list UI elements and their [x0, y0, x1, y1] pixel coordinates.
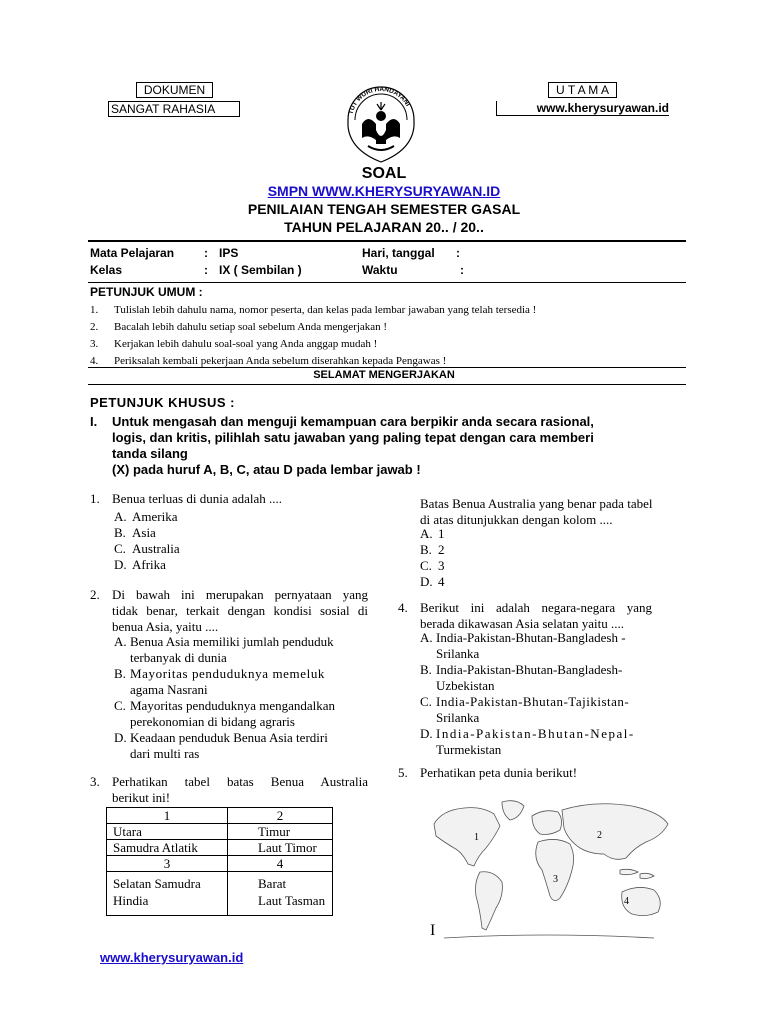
page-title: SOAL	[361, 165, 407, 182]
option[interactable]: A. 1	[420, 526, 445, 541]
option[interactable]: A. India-Pakistan-Bhutan-Bangladesh - Srilanka	[420, 630, 626, 661]
list-item: 3. Kerjakan lebih dahulu soal-soal yang Anda anggap mudah !	[90, 338, 378, 350]
general-heading: PETUNJUK UMUM :	[90, 285, 203, 299]
option[interactable]: B. India-Pakistan-Bhutan-Bangladesh- Uzbekistan	[420, 662, 623, 693]
table-cell: Selatan Samudra Hindia	[107, 872, 228, 916]
option[interactable]: C. India-Pakistan-Bhutan-Tajikistan- Srilanka	[420, 694, 630, 725]
option[interactable]: C. Mayoritas penduduknya mengandalkan perekonomian di bidang agraris	[114, 698, 336, 729]
day-sep: :	[456, 246, 460, 260]
option[interactable]: A. Benua Asia memiliki jumlah penduduk terbanyak di dunia	[114, 634, 334, 665]
table-cell: 3	[107, 856, 228, 872]
q3-num: 3.	[90, 774, 100, 789]
subject-sep: :	[204, 246, 208, 260]
divider	[88, 384, 686, 385]
subject-value: IPS	[219, 246, 239, 260]
main-label: U T A M A	[548, 82, 617, 98]
option[interactable]: D. 4	[420, 574, 445, 589]
table-cell: 1	[107, 808, 228, 824]
table-cell: Samudra Atlatik	[107, 840, 228, 856]
year-title: TAHUN PELAJARAN 20.. / 20..	[284, 219, 484, 235]
divider	[88, 367, 686, 368]
map-marker: I	[430, 922, 436, 939]
table-cell: 4	[228, 856, 333, 872]
footer-link[interactable]: www.kherysuryawan.id	[100, 950, 244, 965]
table-cell: 2	[228, 808, 333, 824]
q4-options	[420, 630, 670, 758]
list-item: 1. Tulislah lebih dahulu nama, nomor peserta, dan kelas pada lembar jawaban yang telah tersedia !	[90, 304, 537, 316]
subject-label: Mata Pelajaran	[90, 246, 175, 260]
tut-wuri-handayani-logo	[338, 80, 424, 166]
q3-options	[420, 526, 445, 590]
table-cell: Utara	[107, 824, 228, 840]
q3-stem: Perhatikan tabel batas Benua Australia berikut ini!	[112, 774, 368, 805]
time-sep: :	[460, 263, 464, 277]
special-instructions: Untuk mengasah dan menguji kemampuan cara berpikir anda secara rasional, logis, dan kritis, pilihlah satu jawaban yang paling tepat dengan cara memberi tanda silang (X) pada huruf A, B, C, atau D pada lembar jawab !	[112, 414, 594, 477]
school-link[interactable]: SMPN WWW.KHERYSURYAWAN.ID	[267, 183, 501, 199]
special-heading: PETUNJUK KHUSUS :	[90, 395, 236, 410]
option[interactable]: B. 2	[420, 542, 445, 557]
map-label: 3	[553, 874, 558, 885]
svg-text:TUT WURI HANDAYANI: TUT WURI HANDAYANI	[347, 85, 412, 116]
option[interactable]: D. India-Pakistan-Bhutan-Nepal- Turmekistan	[420, 726, 635, 757]
q1-options	[114, 509, 180, 573]
q3-continuation: Batas Benua Australia yang benar pada tabel di atas ditunjukkan dengan kolom ....	[420, 496, 653, 527]
table-cell: Timur	[228, 824, 333, 840]
divider	[88, 240, 686, 242]
option[interactable]: B. Asia	[114, 525, 156, 540]
greeting: SELAMAT MENGERJAKAN	[313, 369, 455, 381]
general-list	[90, 302, 536, 370]
option[interactable]: A. Amerika	[114, 509, 178, 524]
class-sep: :	[204, 263, 208, 277]
map-label: 2	[597, 830, 602, 841]
secret-label: SANGAT RAHASIA	[108, 101, 240, 117]
day-label: Hari, tanggal	[362, 246, 435, 260]
q5-num: 5.	[398, 765, 408, 780]
world-map	[424, 792, 674, 942]
doc-label: DOKUMEN	[136, 82, 213, 98]
table-cell: Laut Timor	[228, 840, 333, 856]
q2-stem: Di bawah ini merupakan pernyataan yang tidak benar, terkait dengan kondisi sosial di benua Asia, yaitu ....	[112, 587, 368, 634]
option[interactable]: D. Afrika	[114, 557, 166, 572]
header-website: www.kherysuryawan.id	[496, 101, 669, 116]
q2-num: 2.	[90, 587, 100, 602]
class-value: IX ( Sembilan )	[219, 263, 302, 277]
exam-title: PENILAIAN TENGAH SEMESTER GASAL	[247, 201, 521, 217]
map-label: 4	[624, 896, 629, 907]
list-item: 2. Bacalah lebih dahulu setiap soal sebelum Anda mengerjakan !	[90, 321, 388, 333]
list-item: 4. Periksalah kembali pekerjaan Anda sebelum diserahkan kepada Pengawas !	[90, 355, 447, 367]
option[interactable]: C. 3	[420, 558, 445, 573]
roman-numeral: I.	[90, 414, 98, 429]
q4-num: 4.	[398, 600, 408, 615]
option[interactable]: C. Australia	[114, 541, 180, 556]
q4-stem: Berikut ini adalah negara-negara yang berada dikawasan Asia selatan yaitu ....	[420, 600, 652, 631]
q2-options	[114, 634, 370, 762]
option[interactable]: D. Keadaan penduduk Benua Asia terdiri dari multi ras	[114, 730, 328, 761]
option[interactable]: B. Mayoritas penduduknya memeluk agama Nasrani	[114, 666, 326, 697]
australia-border-table	[106, 807, 333, 916]
time-label: Waktu	[362, 263, 398, 277]
q1-num: 1.	[90, 491, 100, 506]
q1-stem: Benua terluas di dunia adalah ....	[112, 491, 283, 506]
q5-stem: Perhatikan peta dunia berikut!	[420, 765, 578, 780]
class-label: Kelas	[90, 263, 123, 277]
map-label: 1	[474, 832, 479, 843]
divider	[88, 282, 686, 283]
table-cell: Barat Laut Tasman	[228, 872, 333, 916]
